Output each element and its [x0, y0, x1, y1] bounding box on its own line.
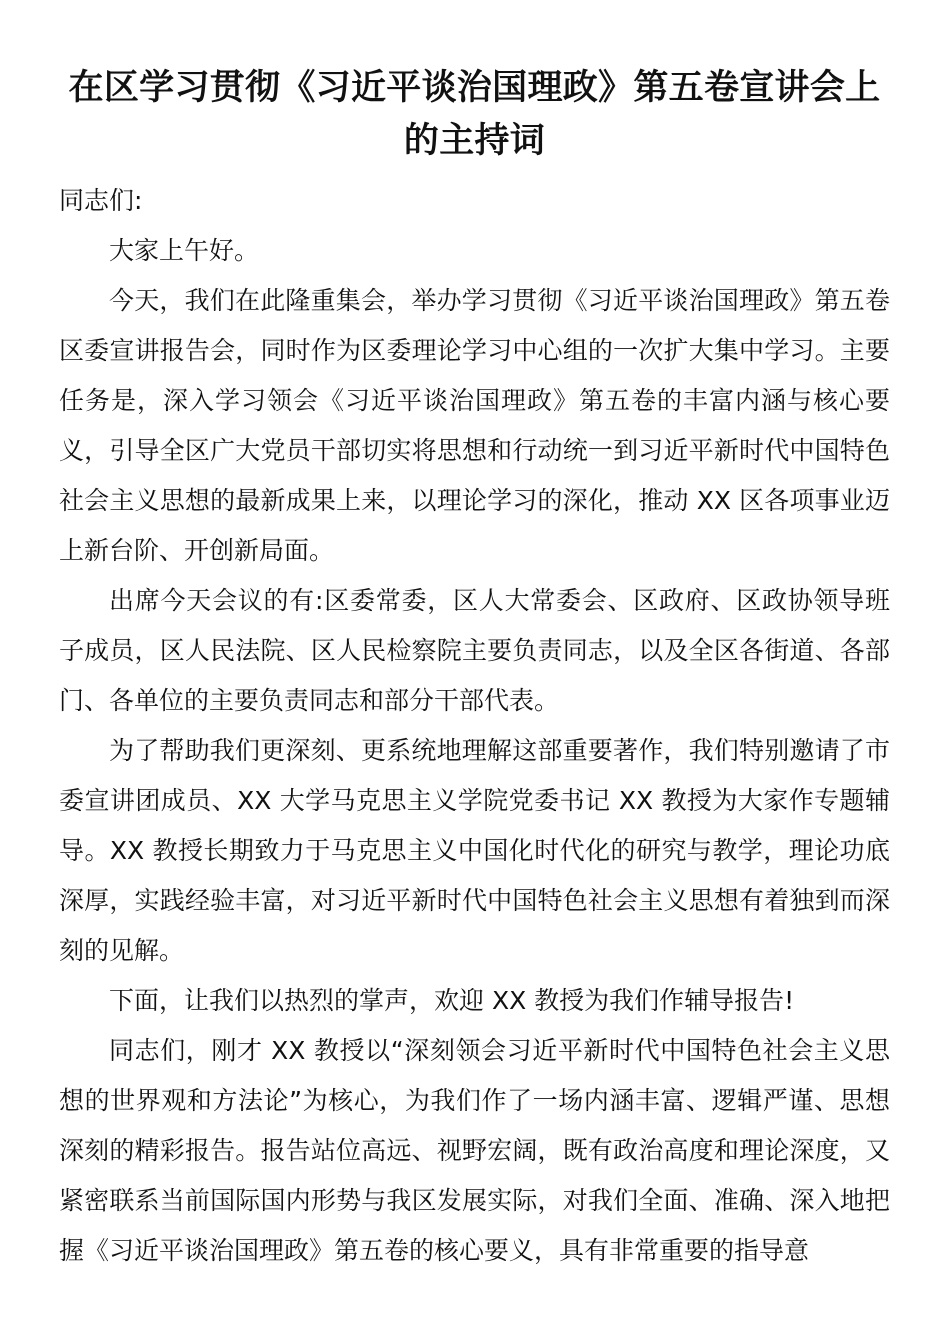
salutation: 同志们:	[59, 186, 143, 215]
paragraph-speaker-intro: 为了帮助我们更深刻、更系统地理解这部重要著作，我们特别邀请了市委宣讲团成员、XX 大学马克思主义学院党委书记 XX 教授为大家作专题辅导。XX 教授长期致力于马克思主义中国化时代化的研究与教学，理论功底深厚，实践经验丰富，对习近平新时代中国特色社会主义思想有着独到而深刻的见解。	[59, 736, 890, 965]
document-title	[59, 62, 890, 168]
paragraph-attendees: 出席今天会议的有:区委常委，区人大常委会、区政府、区政协领导班子成员，区人民法院、区人民检察院主要负责同志，以及全区各街道、各部门、各单位的主要负责同志和部分干部代表。	[59, 586, 890, 715]
paragraph-welcome: 下面，让我们以热烈的掌声，欢迎 XX 教授为我们作辅导报告!	[109, 986, 795, 1015]
paragraph-greeting: 大家上午好。	[109, 236, 260, 265]
paragraph-summary: 同志们，刚才 XX 教授以“深刻领会习近平新时代中国特色社会主义思想的世界观和方法论”为核心，为我们作了一场内涵丰富、逻辑严谨、思想深刻的精彩报告。报告站位高远、视野宏阔，既有政治高度和理论深度，又紧密联系当前国际国内形势与我区发展实际，对我们全面、准确、深入地把握《习近平谈治国理政》第五卷的核心要义，具有非常重要的指导意	[59, 1036, 890, 1265]
paragraph-purpose: 今天，我们在此隆重集会，举办学习贯彻《习近平谈治国理政》第五卷区委宣讲报告会，同时作为区委理论学习中心组的一次扩大集中学习。主要任务是，深入学习领会《习近平谈治国理政》第五卷的丰富内涵与核心要义，引导全区广大党员干部切实将思想和行动统一到习近平新时代中国特色社会主义思想的最新成果上来，以理论学习的深化，推动 XX 区各项事业迈上新台阶、开创新局面。	[59, 286, 890, 565]
document-body	[59, 176, 890, 1276]
title-line-2: 的主持词	[403, 121, 546, 161]
title-line-1: 在区学习贯彻《习近平谈治国理政》第五卷宣讲会上	[68, 68, 881, 108]
